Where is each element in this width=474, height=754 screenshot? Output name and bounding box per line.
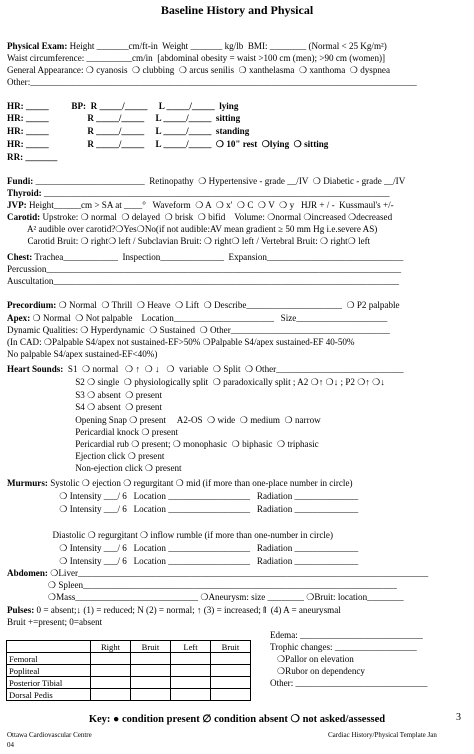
liver-field[interactable]: ❍Liver_____________________________________________________________________________ xyxy=(47,568,429,578)
pulses-scale: 0 = absent;↓ (1) = reduced; N (2) = normal; ↑ (3) = increased;⇑ (4) A = aneurysmal xyxy=(34,605,341,615)
chest-label: Chest: xyxy=(7,252,33,262)
systolic-intensity-row-2[interactable]: ❍ Intensity ___/ 6 Location __________________ Radiation ______________ xyxy=(7,504,359,514)
pulses-label: Pulses: xyxy=(7,605,35,615)
murmurs-label: Murmurs: xyxy=(7,478,48,488)
pulse-cell[interactable] xyxy=(211,665,251,677)
apex-fields[interactable]: ❍ Normal ❍ Not palpable Location______________________ Size____________________ xyxy=(30,313,388,323)
vitals-row-rest[interactable]: HR: _____ R _____/_____ L _____/_____ ❍ 10" rest ❍lying ❍ sitting xyxy=(7,139,329,149)
footer-organization: Ottawa Cardiovascular Centre xyxy=(7,731,92,739)
header-right: Right xyxy=(91,641,131,653)
fundi-label: Fundi: xyxy=(7,176,34,186)
s3-line[interactable]: S3 ❍ absent ❍ present xyxy=(7,390,162,400)
row-label-posterior-tibial: Posterior Tibial xyxy=(7,677,91,689)
s1-fields[interactable]: S1 ❍ normal ❍ ↑ ❍ ↓ ❍ variable ❍ Split ❍ Other____________________________ xyxy=(63,364,404,374)
physical-exam-fields[interactable]: Height _______cm/ft-in Weight _______ kg/lb BMI: ________ (Normal < 25 Kg/m²) xyxy=(67,41,387,51)
row-label-dorsal-pedis: Dorsal Pedis xyxy=(7,689,91,701)
carotid-label: Carotid: xyxy=(7,212,41,222)
dynamic-qualities-line[interactable]: Dynamic Qualities: ❍ Hyperdynamic ❍ Sustained ❍ Other___________________________________ xyxy=(7,325,390,335)
thyroid-field[interactable]: ____________________________________________________________________________ xyxy=(41,188,390,198)
pulse-cell[interactable] xyxy=(211,689,251,701)
diastolic-intensity-row-1[interactable]: ❍ Intensity ___/ 6 Location __________________ Radiation ______________ xyxy=(7,543,359,553)
opening-snap-line[interactable]: Opening Snap ❍ present A2-OS ❍ wide ❍ medium ❍ narrow xyxy=(7,415,321,425)
systolic-fields[interactable]: Systolic ❍ ejection ❍ regurgitant ❍ mid (if more than one-place number in circle) xyxy=(47,478,353,488)
pulse-cell[interactable] xyxy=(211,677,251,689)
heart-sounds-line xyxy=(7,364,404,375)
thyroid-label: Thyroid: xyxy=(7,188,42,198)
precordium-fields[interactable]: ❍ Normal ❍ Thrill ❍ Heave ❍ Lift ❍ Describe_____________________ ❍ P2 palpable xyxy=(56,300,400,310)
edema-field[interactable]: Edema: ___________________________ xyxy=(270,630,423,640)
vitals-row-lying[interactable]: HR: _____ BP: R _____/_____ L _____/_____ lying xyxy=(7,101,239,111)
carotid-bruit-line[interactable]: Carotid Bruit: ❍ right❍ left / Subclavian Bruit: ❍ right❍ left / Vertebral Bruit: ❍ right❍ left xyxy=(7,236,371,246)
chest-line xyxy=(7,252,403,263)
cad-line-1[interactable]: (In CAD: ❍Palpable S4/apex not sustained-EF>50% ❍Palpable S4/apex sustained-EF 40-50% xyxy=(7,337,355,347)
page-number: 3 xyxy=(456,712,461,723)
percussion-line[interactable]: Percussion______________________________________________________________________________ xyxy=(7,264,402,274)
precordium-label: Precordium: xyxy=(7,300,57,310)
header-bruit-left: Bruit xyxy=(211,641,251,653)
table-row xyxy=(7,665,251,677)
footer-template-name: Cardiac History/Physical Template Jan xyxy=(328,731,437,739)
spleen-line[interactable]: ❍ Spleen_____________________________________________________________________ xyxy=(7,580,397,590)
s4-line[interactable]: S4 ❍ absent ❍ present xyxy=(7,402,162,412)
pulse-cell[interactable] xyxy=(131,689,171,701)
a2-audible-line[interactable]: A² audible over carotid?❍Yes❍No(if not audible:AV mean gradient ≥ 50 mm Hg i.e.severe AS) xyxy=(7,224,378,234)
carotid-fields[interactable]: Upstroke: ❍ normal ❍ delayed ❍ brisk ❍ bifid Volume: ❍normal ❍increased ❍decreased xyxy=(40,212,393,222)
apex-line xyxy=(7,313,387,324)
pulse-cell[interactable] xyxy=(131,665,171,677)
auscultation-line[interactable]: Auscultation____________________________________________________________________________ xyxy=(7,276,400,286)
header-bruit-right: Bruit xyxy=(131,641,171,653)
murmurs-systolic-line xyxy=(7,478,353,489)
pulse-cell[interactable] xyxy=(91,677,131,689)
s2-line[interactable]: S2 ❍ single ❍ physiologically split ❍ paradoxically split ; A2 ❍↑ ❍↓ ; P2 ❍↑ ❍↓ xyxy=(7,377,385,387)
row-label-femoral: Femoral xyxy=(7,653,91,665)
jvp-fields[interactable]: Height______cm > SA at ____° Waveform ❍ A ❍ x' ❍ C ❍ V ❍ y HJR + / - Kussmaul's +/- xyxy=(26,200,394,210)
pallor-option[interactable]: ❍Pallor on elevation xyxy=(277,654,354,664)
rubor-option[interactable]: ❍Rubor on dependency xyxy=(277,666,365,676)
table-row xyxy=(7,677,251,689)
fundi-fields[interactable]: ________________________ Retinopathy ❍ Hypertensive - grade __/IV ❍ Diabetic - grade __/IV xyxy=(33,176,406,186)
non-ejection-click-line[interactable]: Non-ejection click ❍ present xyxy=(7,463,182,473)
bruit-legend: Bruit +=present; 0=absent xyxy=(7,617,103,627)
general-appearance-line[interactable]: General Appearance: ❍ cyanosis ❍ clubbing ❍ arcus senilis ❍ xanthelasma ❍ xanthoma ❍ dyspnea xyxy=(7,65,391,75)
header-left: Left xyxy=(171,641,211,653)
pericardial-knock-line[interactable]: Pericardial knock ❍ present xyxy=(7,427,179,437)
physical-other-line[interactable]: Other:_____________________________________________________________________________________ xyxy=(7,77,417,87)
fundi-line xyxy=(7,176,405,187)
pulse-cell[interactable] xyxy=(131,653,171,665)
pulse-cell[interactable] xyxy=(171,653,211,665)
jvp-label: JVP: xyxy=(7,200,27,210)
pulse-cell[interactable] xyxy=(91,689,131,701)
table-row xyxy=(7,653,251,665)
mass-aneurysm-bruit-line[interactable]: ❍Mass___________________________ ❍Aneurysm: size ________ ❍Bruit: location________ xyxy=(7,592,404,602)
heart-sounds-label: Heart Sounds: xyxy=(7,364,64,374)
apex-label: Apex: xyxy=(7,313,31,323)
trophic-changes-field[interactable]: Trophic changes: __________________ xyxy=(270,642,417,652)
waist-circumference-line[interactable]: Waist circumference: __________cm/in [abdominal obesity = waist >100 cm (men); >90 cm (women)] xyxy=(7,53,386,63)
carotid-line xyxy=(7,212,392,223)
pulses-table xyxy=(6,640,251,701)
chest-fields[interactable]: Trachea____________ Inspection______________ Expansion______________________________ xyxy=(32,252,404,262)
pulse-cell[interactable] xyxy=(91,653,131,665)
page-title: Baseline History and Physical xyxy=(160,3,314,17)
row-label-popliteal: Popliteal xyxy=(7,665,91,677)
jvp-line xyxy=(7,200,394,211)
pulse-cell[interactable] xyxy=(91,665,131,677)
diastolic-intensity-row-2[interactable]: ❍ Intensity ___/ 6 Location __________________ Radiation ______________ xyxy=(7,556,359,566)
edema-other-field[interactable]: Other: _____________________________ xyxy=(270,678,428,688)
pulse-cell[interactable] xyxy=(171,689,211,701)
pericardial-rub-line[interactable]: Pericardial rub ❍ present; ❍ monophasic ❍ biphasic ❍ triphasic xyxy=(7,439,319,449)
physical-exam-label: Physical Exam: xyxy=(7,41,68,51)
thyroid-line xyxy=(7,188,390,199)
vitals-row-sitting[interactable]: HR: _____ R _____/_____ L _____/_____ sitting xyxy=(7,113,241,123)
diastolic-line[interactable]: Diastolic ❍ regurgitant ❍ inflow rumble (if more than one-number in circle) xyxy=(7,530,333,540)
cad-line-2[interactable]: No palpable S4/apex sustained-EF<40%) xyxy=(7,349,158,359)
pulse-cell[interactable] xyxy=(171,677,211,689)
pulse-cell[interactable] xyxy=(211,653,251,665)
vitals-row-standing[interactable]: HR: _____ R _____/_____ L _____/_____ standing xyxy=(7,126,250,136)
pulses-table-header xyxy=(7,641,251,653)
legend-key: Key: ● condition present ∅ condition absent ❍ not asked/assessed xyxy=(88,714,386,725)
physical-exam-line xyxy=(7,41,387,52)
pulses-line xyxy=(7,605,341,616)
pulse-cell[interactable] xyxy=(131,677,171,689)
systolic-intensity-row-1[interactable]: ❍ Intensity ___/ 6 Location __________________ Radiation ______________ xyxy=(7,491,359,501)
abdomen-label: Abdomen: xyxy=(7,568,48,578)
pulses-table-corner xyxy=(7,641,91,653)
footer-code: 04 xyxy=(7,741,14,749)
table-row xyxy=(7,689,251,701)
ejection-click-line[interactable]: Ejection click ❍ present xyxy=(7,451,165,461)
precordium-line xyxy=(7,300,400,311)
abdomen-line xyxy=(7,568,428,579)
respiratory-rate-row[interactable]: RR: _______ xyxy=(7,152,58,162)
pulse-cell[interactable] xyxy=(171,665,211,677)
